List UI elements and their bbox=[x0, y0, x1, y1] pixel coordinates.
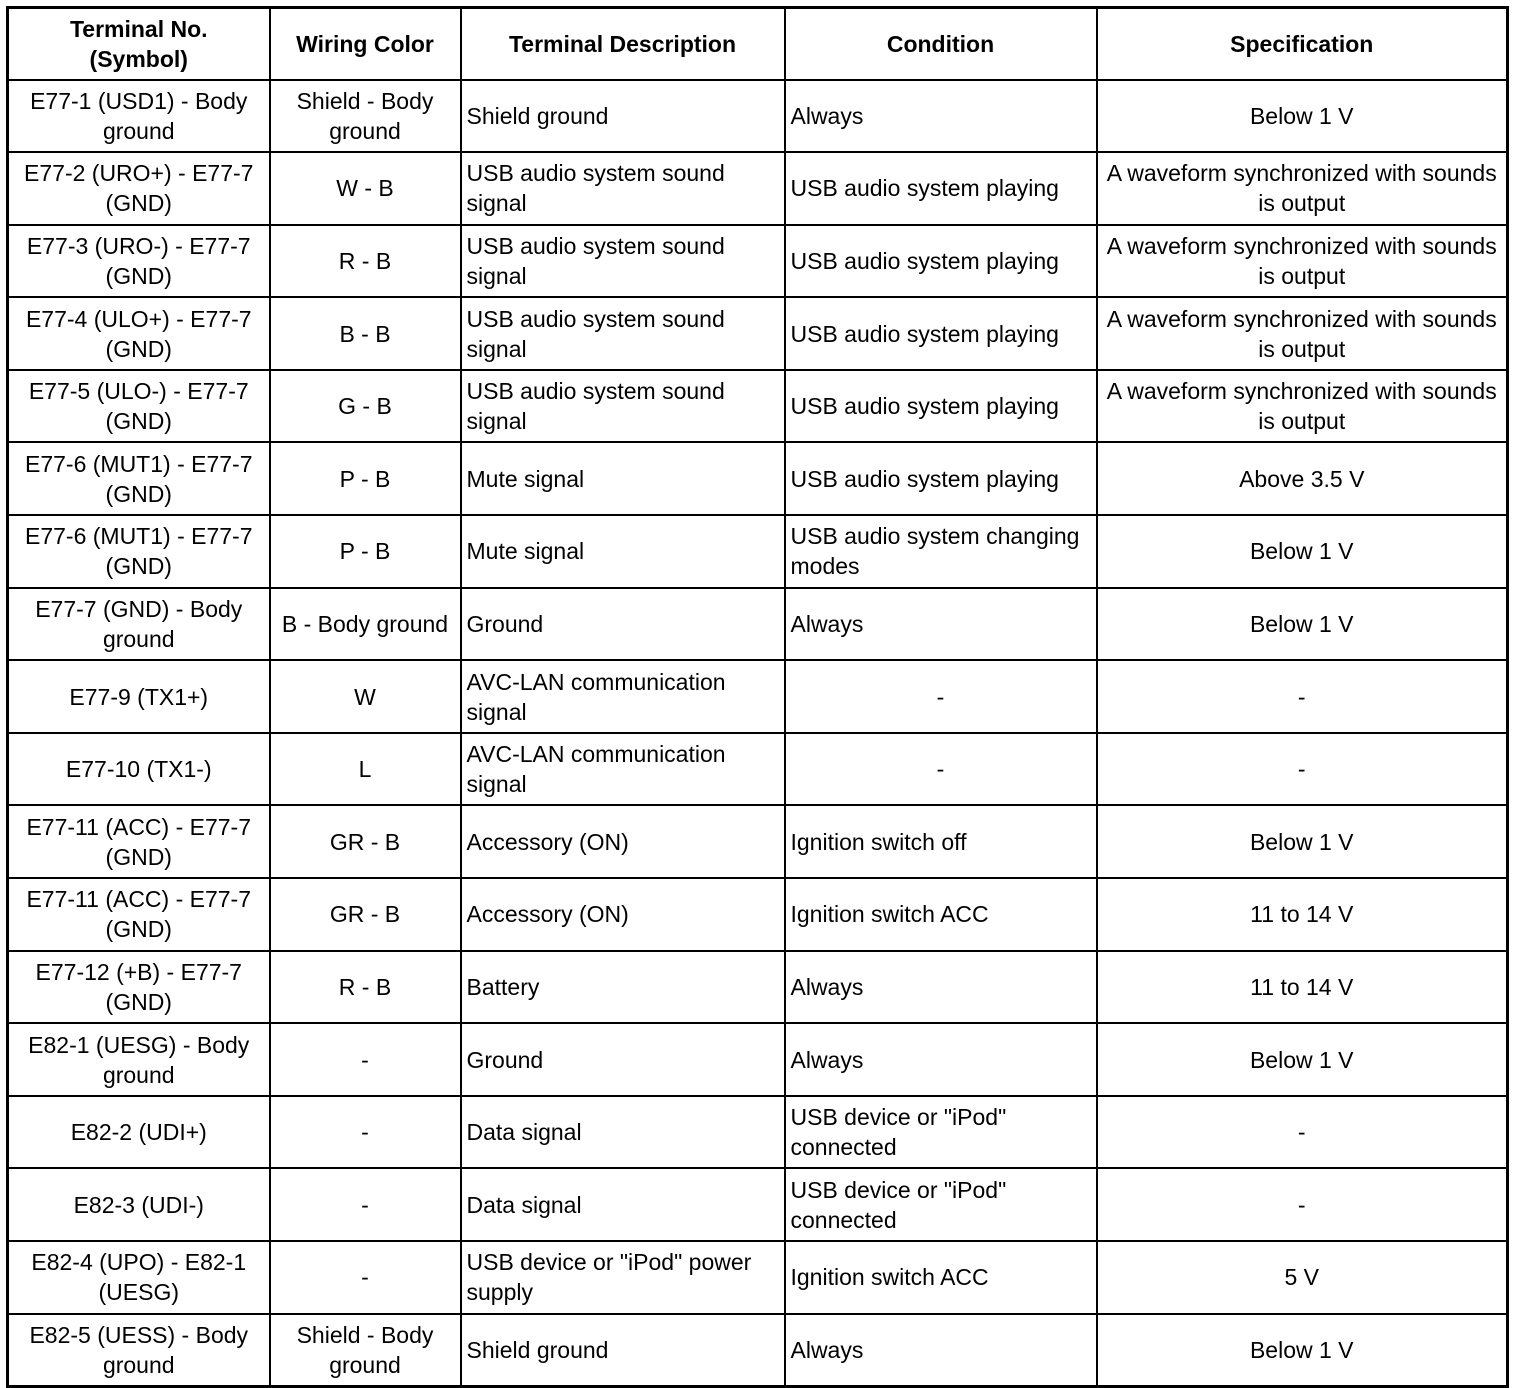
cell-terminal: E77-2 (URO+) - E77-7 (GND) bbox=[8, 152, 270, 225]
cell-specification: A waveform synchronized with sounds is output bbox=[1097, 370, 1508, 443]
header-terminal-description: Terminal Description bbox=[461, 8, 785, 80]
cell-wiring-color: B - Body ground bbox=[270, 588, 461, 661]
cell-terminal: E77-1 (USD1) - Body ground bbox=[8, 80, 270, 153]
cell-description: USB device or "iPod" power supply bbox=[461, 1241, 785, 1314]
cell-terminal: E77-4 (ULO+) - E77-7 (GND) bbox=[8, 297, 270, 370]
cell-specification: Above 3.5 V bbox=[1097, 442, 1508, 515]
cell-specification: - bbox=[1097, 1096, 1508, 1169]
cell-wiring-color: B - B bbox=[270, 297, 461, 370]
cell-terminal: E82-1 (UESG) - Body ground bbox=[8, 1023, 270, 1096]
cell-terminal: E82-4 (UPO) - E82-1 (UESG) bbox=[8, 1241, 270, 1314]
table-row bbox=[8, 1241, 1508, 1314]
cell-condition: USB audio system changing modes bbox=[785, 515, 1097, 588]
cell-condition: Always bbox=[785, 1314, 1097, 1387]
cell-terminal: E82-3 (UDI-) bbox=[8, 1168, 270, 1241]
cell-terminal: E77-5 (ULO-) - E77-7 (GND) bbox=[8, 370, 270, 443]
table-row bbox=[8, 515, 1508, 588]
cell-specification: Below 1 V bbox=[1097, 80, 1508, 153]
cell-description: USB audio system sound signal bbox=[461, 152, 785, 225]
terminal-table bbox=[6, 6, 1509, 1388]
cell-terminal: E77-12 (+B) - E77-7 (GND) bbox=[8, 951, 270, 1024]
table-row bbox=[8, 442, 1508, 515]
table-row bbox=[8, 152, 1508, 225]
cell-description: Mute signal bbox=[461, 515, 785, 588]
cell-specification: A waveform synchronized with sounds is output bbox=[1097, 225, 1508, 298]
cell-wiring-color: P - B bbox=[270, 442, 461, 515]
cell-description: USB audio system sound signal bbox=[461, 225, 785, 298]
cell-condition: USB device or "iPod" connected bbox=[785, 1096, 1097, 1169]
table-row bbox=[8, 660, 1508, 733]
cell-terminal: E77-3 (URO-) - E77-7 (GND) bbox=[8, 225, 270, 298]
cell-specification: Below 1 V bbox=[1097, 1314, 1508, 1387]
cell-condition: USB audio system playing bbox=[785, 152, 1097, 225]
cell-condition: Always bbox=[785, 1023, 1097, 1096]
cell-specification: Below 1 V bbox=[1097, 588, 1508, 661]
cell-description: Data signal bbox=[461, 1168, 785, 1241]
cell-wiring-color: W - B bbox=[270, 152, 461, 225]
table-row bbox=[8, 370, 1508, 443]
cell-specification: - bbox=[1097, 1168, 1508, 1241]
cell-description: Accessory (ON) bbox=[461, 805, 785, 878]
cell-condition: - bbox=[785, 660, 1097, 733]
cell-specification: Below 1 V bbox=[1097, 805, 1508, 878]
cell-specification: 5 V bbox=[1097, 1241, 1508, 1314]
cell-wiring-color: GR - B bbox=[270, 805, 461, 878]
table-row bbox=[8, 225, 1508, 298]
cell-condition: USB audio system playing bbox=[785, 370, 1097, 443]
cell-description: Shield ground bbox=[461, 80, 785, 153]
cell-specification: 11 to 14 V bbox=[1097, 951, 1508, 1024]
cell-specification: - bbox=[1097, 660, 1508, 733]
cell-specification: Below 1 V bbox=[1097, 515, 1508, 588]
cell-wiring-color: Shield - Body ground bbox=[270, 80, 461, 153]
cell-wiring-color: - bbox=[270, 1241, 461, 1314]
header-terminal: Terminal No. (Symbol) bbox=[8, 8, 270, 80]
cell-wiring-color: Shield - Body ground bbox=[270, 1314, 461, 1387]
cell-terminal: E77-6 (MUT1) - E77-7 (GND) bbox=[8, 515, 270, 588]
terminal-table-container bbox=[6, 6, 1506, 1382]
table-row bbox=[8, 878, 1508, 951]
cell-terminal: E77-6 (MUT1) - E77-7 (GND) bbox=[8, 442, 270, 515]
table-row bbox=[8, 1023, 1508, 1096]
cell-specification: 11 to 14 V bbox=[1097, 878, 1508, 951]
cell-terminal: E77-7 (GND) - Body ground bbox=[8, 588, 270, 661]
table-row bbox=[8, 1168, 1508, 1241]
cell-terminal: E82-5 (UESS) - Body ground bbox=[8, 1314, 270, 1387]
cell-wiring-color: G - B bbox=[270, 370, 461, 443]
header-specification: Specification bbox=[1097, 8, 1508, 80]
cell-specification: A waveform synchronized with sounds is output bbox=[1097, 152, 1508, 225]
cell-wiring-color: R - B bbox=[270, 225, 461, 298]
cell-wiring-color: R - B bbox=[270, 951, 461, 1024]
cell-wiring-color: GR - B bbox=[270, 878, 461, 951]
cell-description: USB audio system sound signal bbox=[461, 297, 785, 370]
table-body bbox=[8, 80, 1508, 1387]
cell-condition: USB device or "iPod" connected bbox=[785, 1168, 1097, 1241]
header-wiring-color: Wiring Color bbox=[270, 8, 461, 80]
cell-terminal: E82-2 (UDI+) bbox=[8, 1096, 270, 1169]
cell-specification: A waveform synchronized with sounds is output bbox=[1097, 297, 1508, 370]
cell-description: Shield ground bbox=[461, 1314, 785, 1387]
cell-terminal: E77-11 (ACC) - E77-7 (GND) bbox=[8, 878, 270, 951]
cell-description: AVC-LAN communication signal bbox=[461, 733, 785, 806]
cell-description: Ground bbox=[461, 1023, 785, 1096]
cell-condition: USB audio system playing bbox=[785, 225, 1097, 298]
cell-wiring-color: P - B bbox=[270, 515, 461, 588]
cell-condition: Ignition switch ACC bbox=[785, 878, 1097, 951]
cell-condition: - bbox=[785, 733, 1097, 806]
table-row bbox=[8, 1096, 1508, 1169]
header-condition: Condition bbox=[785, 8, 1097, 80]
cell-description: AVC-LAN communication signal bbox=[461, 660, 785, 733]
cell-terminal: E77-9 (TX1+) bbox=[8, 660, 270, 733]
cell-wiring-color: - bbox=[270, 1168, 461, 1241]
cell-terminal: E77-11 (ACC) - E77-7 (GND) bbox=[8, 805, 270, 878]
table-row bbox=[8, 733, 1508, 806]
cell-description: USB audio system sound signal bbox=[461, 370, 785, 443]
cell-specification: Below 1 V bbox=[1097, 1023, 1508, 1096]
table-header-row bbox=[8, 8, 1508, 80]
cell-description: Mute signal bbox=[461, 442, 785, 515]
cell-wiring-color: L bbox=[270, 733, 461, 806]
cell-condition: USB audio system playing bbox=[785, 442, 1097, 515]
cell-condition: Always bbox=[785, 588, 1097, 661]
cell-description: Battery bbox=[461, 951, 785, 1024]
cell-condition: Always bbox=[785, 80, 1097, 153]
cell-description: Ground bbox=[461, 588, 785, 661]
cell-wiring-color: W bbox=[270, 660, 461, 733]
table-row bbox=[8, 951, 1508, 1024]
cell-wiring-color: - bbox=[270, 1023, 461, 1096]
cell-description: Accessory (ON) bbox=[461, 878, 785, 951]
table-row bbox=[8, 297, 1508, 370]
cell-condition: Always bbox=[785, 951, 1097, 1024]
table-row bbox=[8, 588, 1508, 661]
cell-terminal: E77-10 (TX1-) bbox=[8, 733, 270, 806]
cell-condition: Ignition switch ACC bbox=[785, 1241, 1097, 1314]
table-row bbox=[8, 805, 1508, 878]
cell-specification: - bbox=[1097, 733, 1508, 806]
table-row bbox=[8, 80, 1508, 153]
cell-condition: Ignition switch off bbox=[785, 805, 1097, 878]
table-row bbox=[8, 1314, 1508, 1387]
cell-description: Data signal bbox=[461, 1096, 785, 1169]
cell-condition: USB audio system playing bbox=[785, 297, 1097, 370]
cell-wiring-color: - bbox=[270, 1096, 461, 1169]
